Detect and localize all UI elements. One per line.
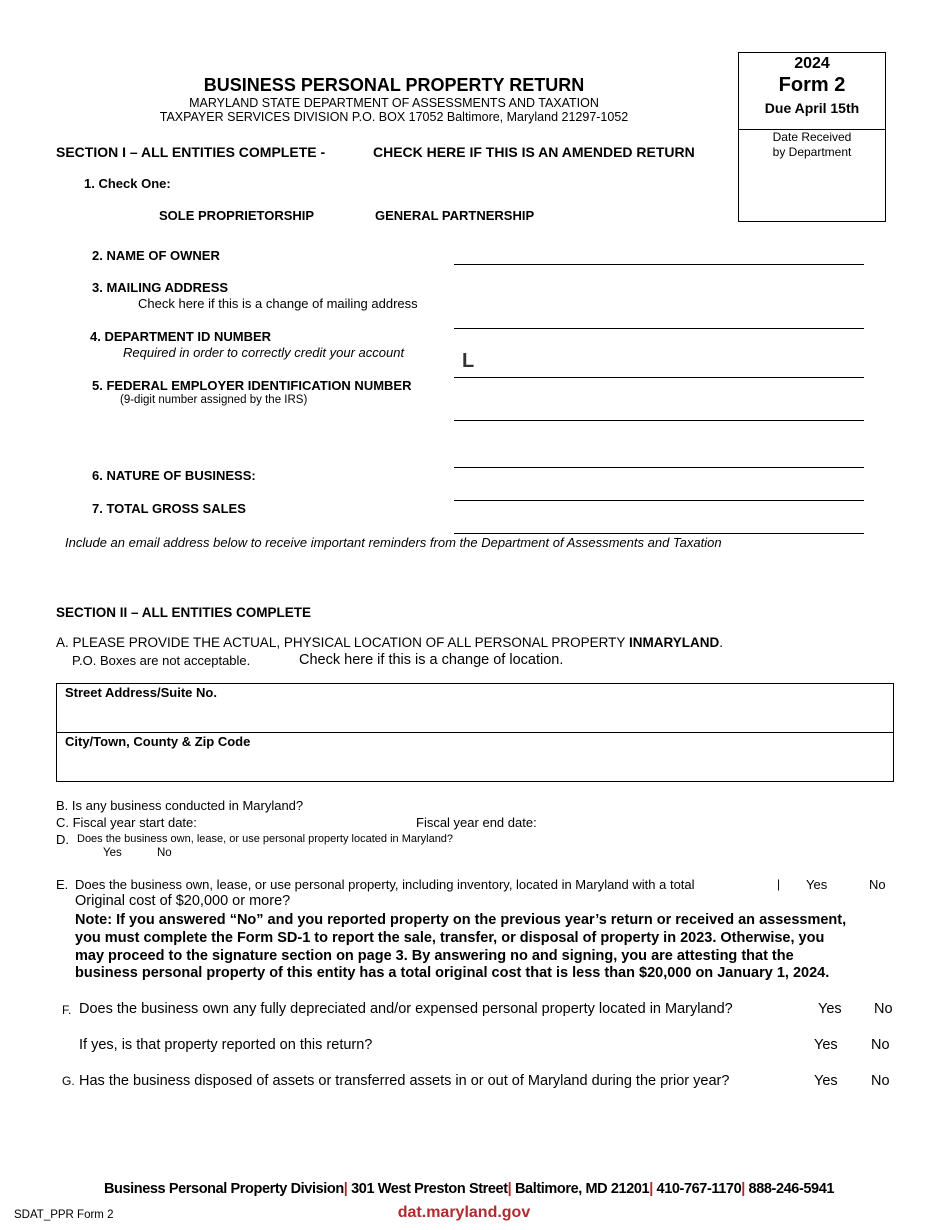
department-id-prefix: L <box>462 350 475 372</box>
question-d-no[interactable]: No <box>157 847 172 859</box>
footer-contact-line <box>0 1181 938 1197</box>
check-one-label: 1. Check One: <box>84 176 171 191</box>
form-info-box <box>738 52 886 222</box>
question-f-no[interactable]: No <box>874 1001 893 1017</box>
department-id-note: Required in order to correctly credit your account <box>123 345 405 360</box>
footer-separator: | <box>741 1181 745 1197</box>
footer-city: Baltimore, MD 21201 <box>514 1181 650 1197</box>
department-name: MARYLAND STATE DEPARTMENT OF ASSESSMENTS AND TAXATION <box>189 96 599 110</box>
form-id: SDAT_PPR Form 2 <box>14 1209 114 1221</box>
footer-division: Business Personal Property Division <box>103 1181 344 1197</box>
question-e-yes[interactable]: Yes <box>806 877 828 892</box>
nature-of-business-field[interactable] <box>454 467 864 468</box>
footer-separator: | <box>343 1181 348 1197</box>
note-line-3: may proceed to the signature section on page 3. By answering no and signing, you are attesting that the <box>75 948 794 964</box>
email-reminder-note: Include an email address below to receive important reminders from the Department of Assessments and Taxation <box>65 535 722 550</box>
question-e-continued: Original cost of $20,000 or more? <box>75 893 291 909</box>
footer-separator: | <box>649 1181 653 1197</box>
question-a-in: IN <box>628 635 643 650</box>
note-line-2: you must complete the Form SD-1 to report the sale, transfer, or disposal of property in 2023. Otherwise, you <box>75 930 825 946</box>
question-f-letter: F. <box>62 1003 72 1017</box>
form-year: 2024 <box>794 55 830 72</box>
question-c-end: Fiscal year end date: <box>416 815 537 830</box>
question-f: Does the business own any fully depreciated and/or expensed personal property located in Maryland? <box>79 1001 733 1017</box>
footer-phone-1: 410-767-1170 <box>656 1181 742 1197</box>
date-received-label: Date Received <box>772 130 852 144</box>
question-f-followup-yes[interactable]: Yes <box>814 1037 838 1053</box>
question-b: B. Is any business conducted in Maryland? <box>56 798 304 813</box>
by-department-label: by Department <box>772 145 852 159</box>
fein-field[interactable] <box>454 420 864 421</box>
question-f-followup: If yes, is that property reported on this return? <box>79 1037 373 1053</box>
mailing-address-field[interactable] <box>454 328 864 329</box>
question-g: Has the business disposed of assets or transferred assets in or out of Maryland during the prior year? <box>79 1073 730 1089</box>
owner-name-field[interactable] <box>454 264 864 265</box>
question-d: Does the business own, lease, or use personal property located in Maryland? <box>77 833 454 845</box>
question-e: Does the business own, lease, or use personal property, including inventory, located in Maryland with a total <box>75 877 695 892</box>
city-county-zip-label: City/Town, County & Zip Code <box>65 734 251 749</box>
question-e-no[interactable]: No <box>869 877 886 892</box>
question-a <box>56 635 723 650</box>
department-id-field[interactable] <box>454 377 864 378</box>
question-a-state: MARYLAND <box>642 635 720 650</box>
property-location-divider <box>57 732 893 733</box>
question-d-letter: D. <box>56 832 69 847</box>
form-title: BUSINESS PERSONAL PROPERTY RETURN <box>203 75 585 95</box>
fein-note: (9-digit number assigned by the IRS) <box>120 394 308 406</box>
question-c-start: C. Fiscal year start date: <box>56 815 197 830</box>
section-2-heading: SECTION II – ALL ENTITIES COMPLETE <box>56 605 312 620</box>
question-f-followup-no[interactable]: No <box>871 1037 890 1053</box>
gross-sales-field[interactable] <box>454 533 864 534</box>
amended-return-checkbox-label[interactable]: CHECK HERE IF THIS IS AN AMENDED RETURN <box>373 144 695 160</box>
question-e-separator: | <box>777 877 781 891</box>
street-address-label: Street Address/Suite No. <box>65 685 217 700</box>
location-change-checkbox-label[interactable]: Check here if this is a change of location. <box>299 652 564 668</box>
fein-label: 5. FEDERAL EMPLOYER IDENTIFICATION NUMBER <box>92 378 412 393</box>
section-1-heading: SECTION I – ALL ENTITIES COMPLETE - <box>56 144 326 160</box>
question-g-yes[interactable]: Yes <box>814 1073 838 1089</box>
nature-of-business-label: 6. NATURE OF BUSINESS: <box>92 468 256 483</box>
gross-sales-label: 7. TOTAL GROSS SALES <box>92 501 246 516</box>
department-address: TAXPAYER SERVICES DIVISION P.O. BOX 17052 Baltimore, Maryland 21297-1052 <box>159 110 629 124</box>
mailing-address-change-checkbox-label[interactable]: Check here if this is a change of mailing address <box>138 296 418 311</box>
question-a-text: A. PLEASE PROVIDE THE ACTUAL, PHYSICAL LOCATION OF ALL PERSONAL PROPERTY <box>56 635 626 650</box>
footer-separator: | <box>507 1181 512 1197</box>
note-line-1: Note: If you answered “No” and you reported property on the previous year’s return or received an assessment, <box>75 912 847 928</box>
question-g-letter: G. <box>62 1074 75 1088</box>
question-f-yes[interactable]: Yes <box>818 1001 842 1017</box>
po-box-note: P.O. Boxes are not acceptable. <box>72 653 251 668</box>
mailing-address-label: 3. MAILING ADDRESS <box>92 280 229 295</box>
form-number: Form 2 <box>778 74 846 96</box>
nature-of-business-field-line-2[interactable] <box>454 500 864 501</box>
department-id-label: 4. DEPARTMENT ID NUMBER <box>90 329 272 344</box>
question-e-letter: E. <box>56 877 69 892</box>
footer-street: 301 West Preston Street <box>351 1181 508 1197</box>
question-g-no[interactable]: No <box>871 1073 890 1089</box>
note-line-4: business personal property of this entity has a total original cost that is less than $20,000 on January 1, 2024. <box>75 965 830 981</box>
question-d-yes[interactable]: Yes <box>103 847 122 859</box>
due-date: Due April 15th <box>764 100 860 116</box>
question-a-period: . <box>719 635 723 650</box>
general-partnership-option[interactable]: GENERAL PARTNERSHIP <box>375 208 535 223</box>
owner-name-label: 2. NAME OF OWNER <box>92 248 220 263</box>
sole-proprietorship-option[interactable]: SOLE PROPRIETORSHIP <box>159 208 315 223</box>
footer-website[interactable]: dat.maryland.gov <box>397 1204 531 1221</box>
footer-phone-2: 888-246-5941 <box>748 1181 835 1197</box>
property-location-box <box>56 683 894 782</box>
